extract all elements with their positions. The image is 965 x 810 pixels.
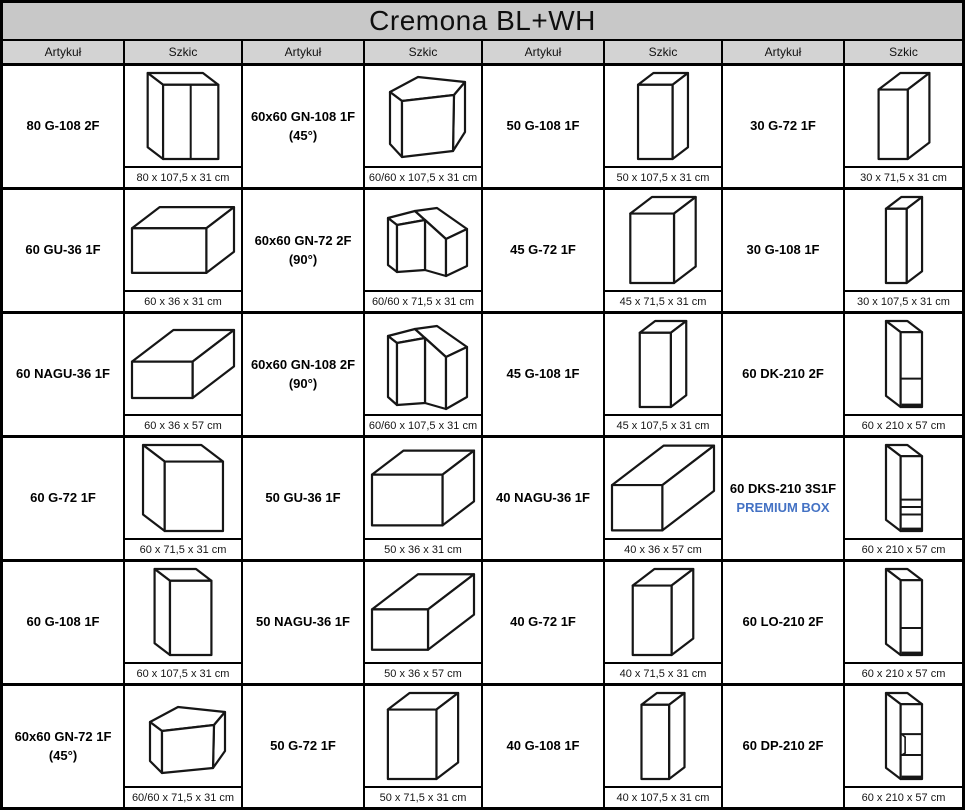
dims-strip — [125, 166, 241, 187]
article-cell — [483, 438, 603, 559]
dims-label: 40 x 107,5 x 31 cm — [616, 791, 710, 804]
sketch-cell — [125, 66, 241, 187]
dims-label: 40 x 36 x 57 cm — [624, 543, 702, 556]
sketch-corner45-icon — [126, 688, 240, 784]
article-code: 60 GU-36 1F — [25, 242, 101, 258]
dims-label: 60 x 107,5 x 31 cm — [136, 667, 230, 680]
dims-label: 60 x 36 x 57 cm — [144, 419, 222, 432]
sketch-box-icon — [606, 564, 720, 660]
article-code: 80 G-108 2F — [26, 118, 100, 134]
article-cell — [243, 438, 363, 559]
sketch-cell — [365, 438, 481, 559]
sketch-area — [605, 562, 721, 662]
sketch-box-icon — [847, 564, 961, 660]
sketch-area — [845, 314, 962, 414]
article-cell — [723, 314, 843, 435]
article-code: 60 G-108 1F — [26, 614, 100, 630]
sketch-cell — [605, 686, 721, 807]
sketch-box-icon — [126, 564, 240, 660]
article-cell — [243, 66, 363, 187]
sketch-cell — [845, 686, 962, 807]
sketch-area — [605, 190, 721, 290]
dims-label: 30 x 107,5 x 31 cm — [857, 295, 950, 308]
article-cell — [483, 686, 603, 807]
article-code: 30 G-108 1F — [746, 242, 820, 258]
article-code: 60x60 GN-72 1F — [14, 728, 112, 744]
sketch-cell — [845, 190, 962, 311]
column-header-szkic: Szkic — [605, 41, 721, 63]
article-angle: (45°) — [48, 747, 78, 763]
premium-label: PREMIUM BOX — [736, 499, 830, 515]
dims-strip — [365, 414, 481, 435]
column-header-szkic: Szkic — [125, 41, 241, 63]
article-cell — [243, 686, 363, 807]
dims-strip — [125, 662, 241, 683]
column-header-artykul: Artykuł — [3, 41, 123, 63]
column-header-szkic: Szkic — [365, 41, 481, 63]
article-code: 60 NAGU-36 1F — [16, 366, 110, 382]
article-cell — [483, 66, 603, 187]
sketch-cell — [365, 686, 481, 807]
sketch-box-icon — [847, 688, 961, 784]
sketch-corner90-icon — [366, 316, 480, 412]
article-cell — [483, 314, 603, 435]
sketch-box-icon — [606, 192, 720, 288]
catalog-table — [3, 41, 962, 807]
dims-label: 60 x 210 x 57 cm — [861, 543, 946, 556]
sketch-area — [845, 562, 962, 662]
article-cell — [243, 562, 363, 683]
sketch-box-icon — [847, 316, 961, 412]
article-code: 60x60 GN-72 2F — [254, 232, 352, 248]
dims-label: 50 x 107,5 x 31 cm — [616, 171, 710, 184]
sketch-box-icon — [847, 440, 961, 536]
sketch-box-icon — [606, 440, 720, 536]
dims-label: 40 x 71,5 x 31 cm — [619, 667, 707, 680]
article-code: 45 G-72 1F — [510, 242, 576, 258]
dims-strip — [365, 290, 481, 311]
dims-label: 60 x 210 x 57 cm — [861, 791, 946, 804]
article-cell — [3, 66, 123, 187]
dims-strip — [845, 414, 962, 435]
dims-strip — [605, 538, 721, 559]
sketch-box-icon — [366, 440, 480, 536]
column-header-szkic: Szkic — [845, 41, 962, 63]
sketch-corner45-icon — [366, 68, 480, 164]
article-cell — [3, 686, 123, 807]
article-code: 60x60 GN-108 2F — [250, 356, 356, 372]
sketch-box-icon — [847, 192, 961, 288]
sketch-cell — [845, 314, 962, 435]
dims-label: 60 x 71,5 x 31 cm — [139, 543, 227, 556]
sketch-cell — [605, 438, 721, 559]
sketch-area — [605, 66, 721, 166]
dims-label: 50 x 36 x 57 cm — [384, 667, 462, 680]
sketch-area — [365, 314, 481, 414]
article-cell — [723, 438, 843, 559]
sketch-area — [365, 438, 481, 538]
sketch-area — [125, 314, 241, 414]
dims-label: 50 x 36 x 31 cm — [384, 543, 462, 556]
dims-label: 45 x 107,5 x 31 cm — [616, 419, 710, 432]
sketch-cell — [605, 66, 721, 187]
article-code: 50 G-108 1F — [506, 118, 580, 134]
sketch-cell — [845, 562, 962, 683]
article-code: 60 DP-210 2F — [742, 738, 824, 754]
article-cell — [723, 562, 843, 683]
article-cell — [3, 438, 123, 559]
article-code: 60 DK-210 2F — [742, 366, 824, 382]
article-cell — [243, 190, 363, 311]
sketch-cell — [365, 66, 481, 187]
article-angle: (45°) — [288, 127, 318, 143]
sketch-cell — [605, 190, 721, 311]
sketch-area — [845, 438, 962, 538]
sketch-cell — [125, 438, 241, 559]
sketch-cell — [605, 314, 721, 435]
dims-strip — [605, 786, 721, 807]
article-code: 45 G-108 1F — [506, 366, 580, 382]
dims-label: 50 x 71,5 x 31 cm — [379, 791, 467, 804]
sketch-area — [365, 686, 481, 786]
article-code: 40 NAGU-36 1F — [496, 490, 590, 506]
sketch-area — [605, 314, 721, 414]
sketch-box-icon — [126, 440, 240, 536]
sketch-area — [125, 438, 241, 538]
sketch-area — [365, 66, 481, 166]
article-cell — [723, 190, 843, 311]
article-cell — [723, 686, 843, 807]
sketch-box-icon — [847, 68, 961, 164]
dims-strip — [605, 290, 721, 311]
sketch-box-icon — [126, 192, 240, 288]
dims-label: 60 x 210 x 57 cm — [861, 667, 946, 680]
article-cell — [3, 562, 123, 683]
dims-strip — [845, 662, 962, 683]
sketch-area — [845, 66, 962, 166]
article-code: 50 NAGU-36 1F — [256, 614, 350, 630]
dims-strip — [605, 166, 721, 187]
article-cell — [483, 562, 603, 683]
sketch-cell — [125, 686, 241, 807]
sketch-corner90-icon — [366, 192, 480, 288]
dims-strip — [365, 662, 481, 683]
sketch-cell — [365, 190, 481, 311]
sketch-area — [845, 686, 962, 786]
article-angle: (90°) — [288, 251, 318, 267]
dims-strip — [125, 786, 241, 807]
sketch-area — [125, 562, 241, 662]
dims-label: 80 x 107,5 x 31 cm — [136, 171, 230, 184]
sketch-cell — [125, 562, 241, 683]
sketch-box-icon — [126, 68, 240, 164]
dims-label: 30 x 71,5 x 31 cm — [860, 171, 947, 184]
sketch-area — [605, 438, 721, 538]
article-cell — [723, 66, 843, 187]
sketch-box-icon — [606, 316, 720, 412]
sketch-area — [125, 66, 241, 166]
sketch-area — [125, 686, 241, 786]
dims-label: 45 x 71,5 x 31 cm — [619, 295, 707, 308]
dims-strip — [125, 414, 241, 435]
dims-label: 60 x 210 x 57 cm — [861, 419, 946, 432]
dims-strip — [365, 538, 481, 559]
sketch-area — [845, 190, 962, 290]
sketch-area — [125, 190, 241, 290]
dims-strip — [845, 786, 962, 807]
dims-strip — [605, 662, 721, 683]
dims-strip — [365, 166, 481, 187]
article-code: 60 DKS-210 3S1F — [729, 480, 837, 496]
article-code: 50 GU-36 1F — [265, 490, 341, 506]
article-code: 30 G-72 1F — [750, 118, 816, 134]
dims-strip — [125, 538, 241, 559]
article-code: 60 G-72 1F — [30, 490, 96, 506]
sketch-cell — [125, 314, 241, 435]
sketch-area — [365, 190, 481, 290]
page-title: Cremona BL+WH — [3, 3, 962, 39]
dims-label: 60/60 x 107,5 x 31 cm — [368, 419, 478, 432]
sketch-box-icon — [126, 316, 240, 412]
article-angle: (90°) — [288, 375, 318, 391]
sketch-box-icon — [366, 564, 480, 660]
sketch-box-icon — [606, 688, 720, 784]
sketch-cell — [365, 562, 481, 683]
article-cell — [483, 190, 603, 311]
sketch-cell — [125, 190, 241, 311]
sketch-box-icon — [366, 688, 480, 784]
article-cell — [3, 314, 123, 435]
article-code: 60x60 GN-108 1F — [250, 108, 356, 124]
sketch-area — [605, 686, 721, 786]
dims-strip — [605, 414, 721, 435]
column-header-artykul: Artykuł — [243, 41, 363, 63]
dims-strip — [125, 290, 241, 311]
dims-strip — [845, 538, 962, 559]
dims-label: 60/60 x 71,5 x 31 cm — [131, 791, 235, 804]
sketch-cell — [845, 438, 962, 559]
dims-label: 60/60 x 71,5 x 31 cm — [371, 295, 475, 308]
article-cell — [3, 190, 123, 311]
dims-label: 60 x 36 x 31 cm — [144, 295, 222, 308]
dims-strip — [845, 290, 962, 311]
column-header-artykul: Artykuł — [723, 41, 843, 63]
article-code: 60 LO-210 2F — [742, 614, 824, 630]
article-code: 40 G-108 1F — [506, 738, 580, 754]
dims-strip — [845, 166, 962, 187]
sketch-box-icon — [606, 68, 720, 164]
article-code: 40 G-72 1F — [510, 614, 576, 630]
article-code: 50 G-72 1F — [270, 738, 336, 754]
dims-label: 60/60 x 107,5 x 31 cm — [368, 171, 478, 184]
sketch-cell — [845, 66, 962, 187]
sketch-cell — [365, 314, 481, 435]
sketch-area — [365, 562, 481, 662]
column-header-artykul: Artykuł — [483, 41, 603, 63]
article-cell — [243, 314, 363, 435]
dims-strip — [365, 786, 481, 807]
sketch-cell — [605, 562, 721, 683]
